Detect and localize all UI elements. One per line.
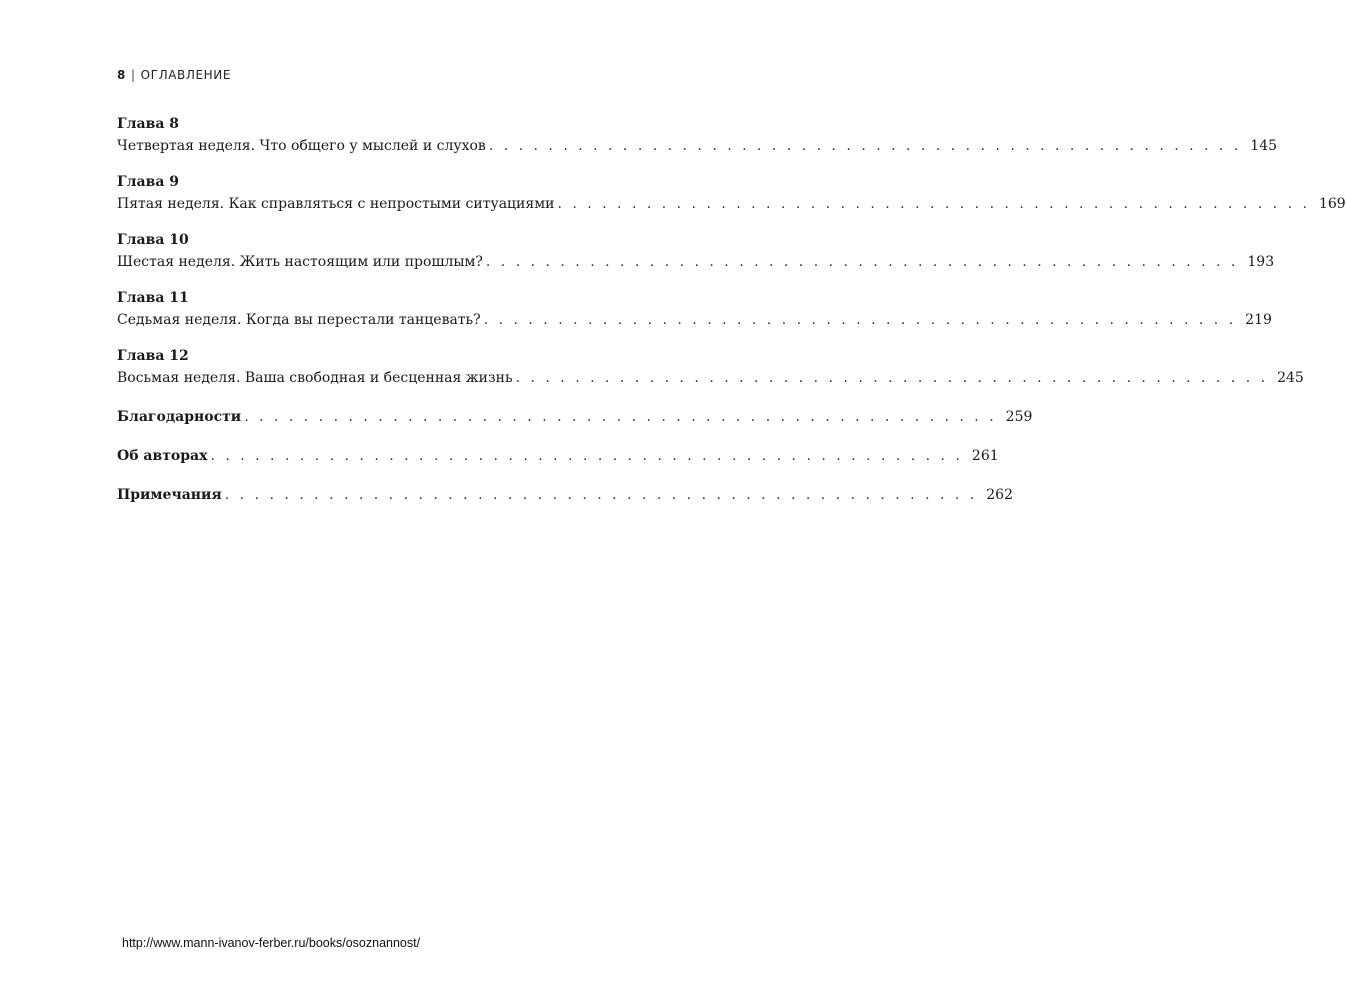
chapter-title: Пятая неделя. Как справляться с непростыми ситуациями: [117, 196, 555, 212]
toc-entry[interactable]: [117, 193, 1346, 215]
section-title: ОГЛАВЛЕНИЕ: [140, 68, 232, 82]
toc-chapter-12: [117, 345, 1304, 389]
chapter-title: Седьмая неделя. Когда вы перестали танцевать?: [117, 312, 481, 328]
toc-chapter-11: [117, 287, 1272, 331]
section-title: Примечания: [117, 487, 222, 503]
page-ref: 261: [971, 448, 999, 464]
leader-dots: . . . . . . . . . . . . . . . . . . . . . . . . . . . . . . . . . . . . . . . . . . . . . . . . . . .: [224, 487, 978, 503]
toc-chapter-8: [117, 113, 1278, 157]
chapter-title: Шестая неделя. Жить настоящим или прошлым?: [117, 254, 483, 270]
chapter-title: Восьмая неделя. Ваша свободная и бесценная жизнь: [117, 370, 513, 386]
leader-dots: . . . . . . . . . . . . . . . . . . . . . . . . . . . . . . . . . . . . . . . . . . . . . . . . . . .: [515, 370, 1269, 386]
chapter-label: Глава 10: [117, 232, 189, 248]
footer-url[interactable]: http://www.mann-ivanov-ferber.ru/books/osoznannost/: [122, 936, 421, 950]
section-title: Об авторах: [117, 448, 208, 464]
toc-entry[interactable]: [117, 251, 1275, 273]
chapter-title: Четвертая неделя. Что общего у мыслей и слухов: [117, 138, 486, 154]
page-number: 8: [117, 68, 126, 82]
leader-dots: . . . . . . . . . . . . . . . . . . . . . . . . . . . . . . . . . . . . . . . . . . . . . . . . . . .: [485, 254, 1239, 270]
leader-dots: . . . . . . . . . . . . . . . . . . . . . . . . . . . . . . . . . . . . . . . . . . . . . . . . . . .: [488, 138, 1242, 154]
chapter-label: Глава 11: [117, 290, 189, 306]
section-title: Благодарности: [117, 409, 242, 425]
chapter-label: Глава 12: [117, 348, 189, 364]
toc-entry[interactable]: [117, 135, 1278, 157]
toc-section-acknowledgements[interactable]: [117, 406, 1033, 428]
page-ref: 145: [1250, 138, 1278, 154]
chapter-label: Глава 8: [117, 116, 180, 132]
page-ref: 259: [1005, 409, 1033, 425]
page-ref: 219: [1245, 312, 1272, 328]
chapter-label: Глава 9: [117, 174, 180, 190]
table-of-contents: [117, 113, 1346, 506]
toc-section-about-authors[interactable]: [117, 445, 999, 467]
header-separator: |: [130, 68, 136, 82]
toc-section-notes[interactable]: [117, 484, 1013, 506]
leader-dots: . . . . . . . . . . . . . . . . . . . . . . . . . . . . . . . . . . . . . . . . . . . . . . . . . . .: [210, 448, 963, 464]
running-head: [117, 68, 231, 82]
toc-entry[interactable]: [117, 367, 1304, 389]
toc-chapter-9: [117, 171, 1346, 215]
page-ref: 262: [986, 487, 1013, 503]
page-ref: 169: [1318, 196, 1346, 212]
leader-dots: . . . . . . . . . . . . . . . . . . . . . . . . . . . . . . . . . . . . . . . . . . . . . . . . . . .: [244, 409, 997, 425]
toc-entry[interactable]: [117, 309, 1272, 331]
page-ref: 193: [1247, 254, 1275, 270]
page-ref: 245: [1277, 370, 1304, 386]
leader-dots: . . . . . . . . . . . . . . . . . . . . . . . . . . . . . . . . . . . . . . . . . . . . . . . . . . .: [483, 312, 1237, 328]
leader-dots: . . . . . . . . . . . . . . . . . . . . . . . . . . . . . . . . . . . . . . . . . . . . . . . . . . .: [557, 196, 1310, 212]
toc-chapter-10: [117, 229, 1275, 273]
